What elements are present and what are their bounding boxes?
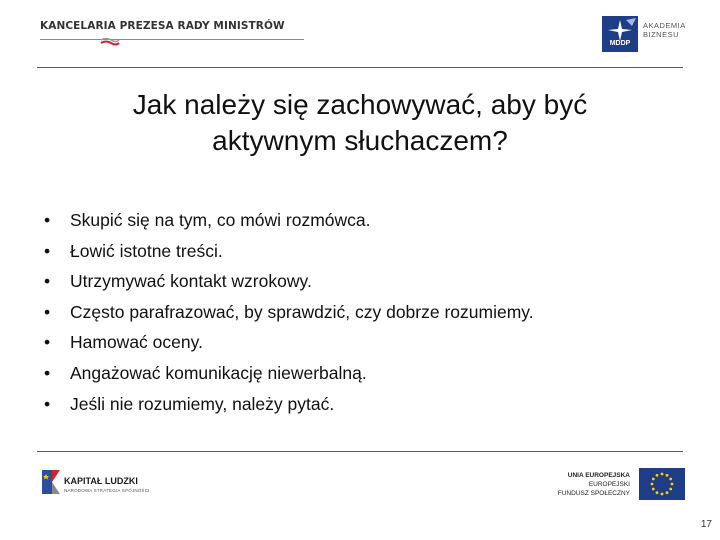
academy-text xyxy=(643,21,686,39)
bullet-marker: • xyxy=(44,362,51,383)
title-line2: aktywnym słuchaczem? xyxy=(212,125,508,156)
bullet-text: Skupić się na tym, co mówi rozmówca. xyxy=(70,210,371,230)
bullet-marker: • xyxy=(44,240,51,261)
page-number: 17 xyxy=(700,519,712,530)
bullet-text: Łowić istotne treści. xyxy=(70,240,223,261)
eu-flag-icon xyxy=(639,468,685,500)
polish-flag-icon xyxy=(100,37,120,47)
academy-line2: BIZNESU xyxy=(643,30,680,39)
slide-title xyxy=(0,87,720,159)
bullet-marker: • xyxy=(44,271,51,292)
bullet-marker: • xyxy=(44,332,51,353)
bullet-marker: • xyxy=(44,393,51,414)
list-item xyxy=(44,389,534,420)
eu-text xyxy=(540,471,630,498)
institution-underline xyxy=(40,39,304,40)
eu-line2: EUROPEJSKI xyxy=(588,481,630,488)
list-item xyxy=(44,297,534,328)
academy-line1: AKADEMIA xyxy=(643,21,686,30)
bullet-marker: • xyxy=(44,301,51,322)
list-item xyxy=(44,327,534,358)
kapital-ludzki-title: KAPITAŁ LUDZKI xyxy=(64,476,138,486)
list-item xyxy=(44,236,534,267)
list-item xyxy=(44,266,534,297)
footer-divider xyxy=(37,451,683,452)
institution-name: KANCELARIA PREZESA RADY MINISTRÓW xyxy=(40,20,285,32)
bullet-text: Hamować oceny. xyxy=(70,332,203,353)
bullet-list xyxy=(44,205,534,419)
kprm-logo xyxy=(40,20,285,32)
header-divider xyxy=(37,67,683,68)
bullet-text: Angażować komunikację niewerbalną. xyxy=(70,362,367,383)
mddp-label: MDDP xyxy=(609,40,631,47)
eu-line1: UNIA EUROPEJSKA xyxy=(567,472,630,479)
bullet-text: Często parafrazować, by sprawdzić, czy dobrze rozumiemy. xyxy=(70,301,534,322)
list-item xyxy=(44,205,534,236)
kapital-ludzki-logo-icon xyxy=(40,466,62,496)
title-line1: Jak należy się zachowywać, aby być xyxy=(132,89,588,120)
list-item xyxy=(44,358,534,389)
bullet-marker: • xyxy=(44,210,51,230)
kapital-ludzki-subtitle: NARODOWA STRATEGIA SPÓJNOŚCI xyxy=(64,488,150,493)
bullet-text: Utrzymywać kontakt wzrokowy. xyxy=(70,271,312,292)
bullet-text: Jeśli nie rozumiemy, należy pytać. xyxy=(70,393,335,414)
eu-line3: FUNDUSZ SPOŁECZNY xyxy=(557,490,630,497)
